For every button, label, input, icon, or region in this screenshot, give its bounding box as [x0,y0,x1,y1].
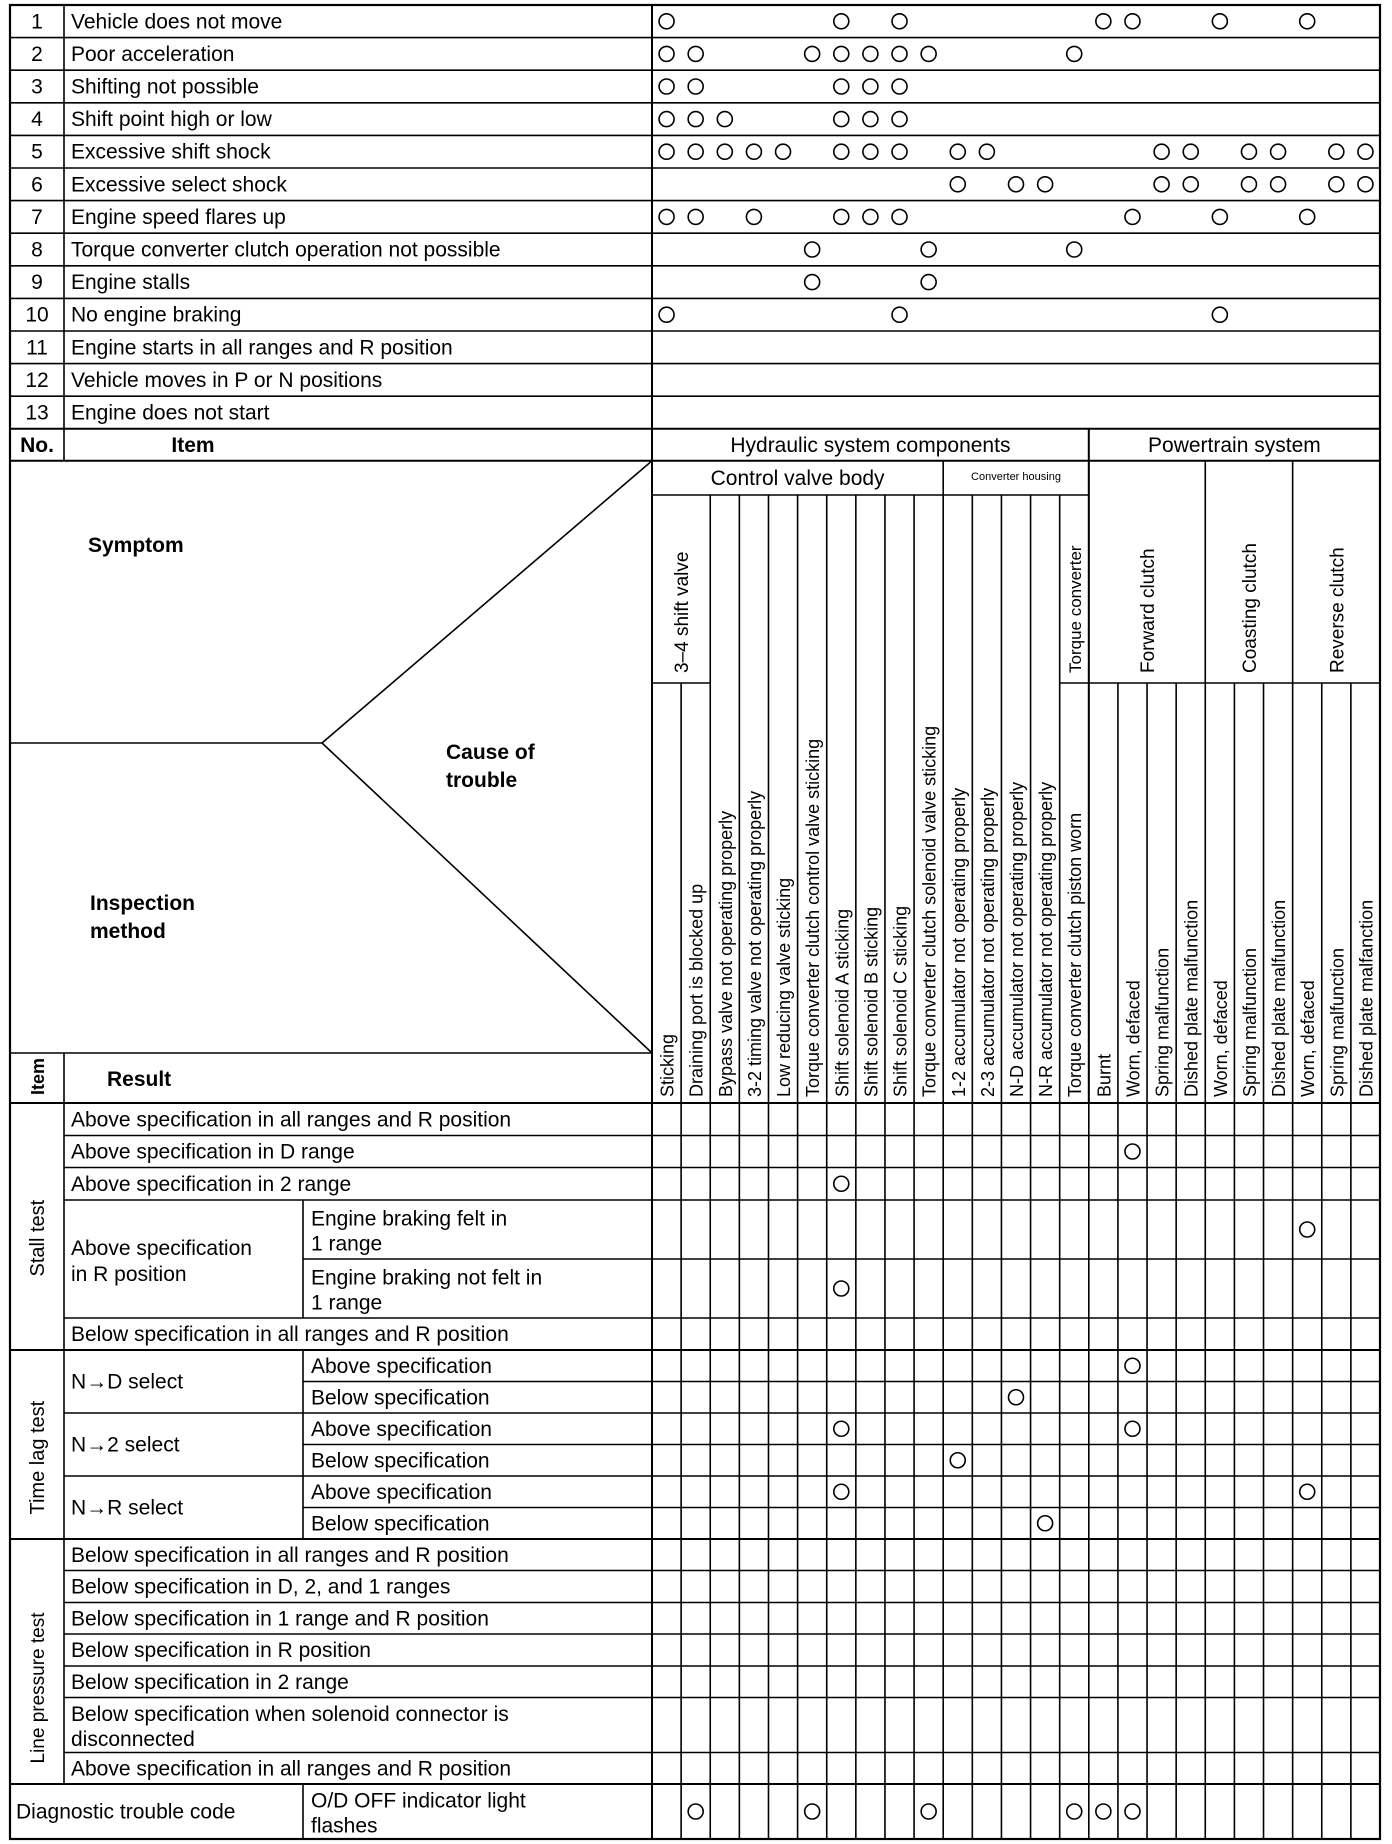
result-text: Above specification in all ranges and R position [71,1108,512,1132]
test-mark [1009,1390,1024,1405]
cause-label: Worn, defaced [1298,980,1319,1097]
symptom-mark [834,79,849,94]
dtc-mark [1067,1804,1082,1819]
symptom-mark [834,14,849,29]
symptom-mark [1212,209,1227,224]
label-cause-1: Cause of [446,741,535,764]
symptom-item: Vehicle moves in P or N positions [71,368,383,392]
symptom-item: Engine speed flares up [71,205,286,229]
symptom-mark [892,46,907,61]
symptom-mark [659,112,674,127]
symptom-mark [921,275,936,290]
symptom-item: Engine stalls [71,271,191,295]
test-mark [834,1281,849,1296]
symptom-mark [717,144,732,159]
symptom-mark [659,307,674,322]
symptom-mark [1067,46,1082,61]
header-no: No. [20,433,54,457]
select-group: N→2 select [71,1433,180,1457]
symptom-mark [834,209,849,224]
symptom-mark [1212,14,1227,29]
label-item-vertical: Item [28,1057,48,1095]
cause-label: Torque converter clutch control valve sticking [803,738,824,1097]
test-mark [1038,1516,1053,1531]
symptom-mark [659,14,674,29]
result-text: Below specification [311,1449,490,1473]
symptom-mark [659,79,674,94]
symptom-mark [1096,14,1111,29]
result-text-line1: Below specification when solenoid connector is [71,1703,509,1726]
symptom-mark [1271,177,1286,192]
symptom-mark [688,144,703,159]
cause-label: Shift solenoid C sticking [890,905,911,1097]
sub-converter-housing: Converter housing [971,470,1061,483]
test-mark [950,1453,965,1468]
symptom-item: Engine starts in all ranges and R position [71,336,453,360]
symptom-mark [834,144,849,159]
stall-group-line1: Above specification [71,1237,252,1260]
section-label-timelag: Time lag test [27,1400,49,1515]
result-text-line1: Engine braking not felt in [311,1266,543,1290]
cause-label: Dished plate malfunction [1181,899,1202,1097]
symptom-mark [1067,242,1082,257]
result-text-line2: disconnected [71,1728,195,1751]
cause-label: Shift solenoid A sticking [832,908,853,1097]
symptom-mark [979,144,994,159]
result-text: Below specification in D, 2, and 1 ranges [71,1575,451,1599]
result-text-line2: 1 range [311,1232,383,1256]
result-text: Above specification [311,1417,492,1441]
symptom-number: 12 [25,368,49,392]
symptom-mark [659,209,674,224]
sub-control-valve: Control valve body [710,466,885,490]
dtc-result-line2: flashes [311,1814,378,1838]
symptom-mark [834,46,849,61]
group-powertrain: Powertrain system [1148,433,1321,457]
symptom-mark [1241,144,1256,159]
symptom-number: 5 [31,140,43,164]
stall-group-line2: in R position [71,1263,187,1286]
cause-label: 3-2 timing valve not operating properly [744,790,765,1097]
select-group: N→D select [71,1370,184,1394]
diagonal-upper [322,461,652,743]
test-mark [834,1176,849,1191]
symptom-mark [921,242,936,257]
cause-label: Burnt [1094,1053,1115,1097]
dtc-mark [1096,1804,1111,1819]
test-mark [1300,1484,1315,1499]
cause-label: Worn, defaced [1123,980,1144,1097]
cause-label: Sticking [657,1033,678,1097]
cause-label: Worn, defaced [1210,980,1231,1097]
symptom-mark [1329,144,1344,159]
symptom-mark [863,209,878,224]
symptom-mark [1038,177,1053,192]
dtc-result-line1: O/D OFF indicator light [311,1789,526,1813]
symptom-mark [746,144,761,159]
test-mark [1125,1144,1140,1159]
symptom-mark [1358,177,1373,192]
symptom-mark [688,209,703,224]
symptom-mark [1329,177,1344,192]
dtc-mark [805,1804,820,1819]
symptom-mark [921,46,936,61]
result-text: Above specification [311,1354,492,1378]
cause-label: Draining port is blocked up [686,883,707,1097]
symptom-number: 8 [31,238,43,262]
symptom-mark [863,46,878,61]
symptom-mark [659,144,674,159]
result-text: Below specification in all ranges and R position [71,1323,509,1346]
symptom-number: 10 [25,303,49,327]
cause-label: Shift solenoid B sticking [861,906,882,1097]
symptom-number: 1 [31,10,43,34]
symptom-mark [1358,144,1373,159]
result-text-line2: 1 range [311,1291,383,1315]
symptom-number: 11 [26,336,48,360]
cause-label: Torque converter clutch piston worn [1065,812,1086,1097]
cause-label: Bypass valve not operating properly [715,810,736,1097]
symptom-number: 2 [31,42,43,66]
symptom-item: Engine does not start [71,401,270,425]
cause-label: Spring malfunction [1327,947,1348,1097]
test-mark [1125,1421,1140,1436]
symptom-mark [1154,177,1169,192]
component-group: Forward clutch [1138,548,1160,673]
symptom-mark [1241,177,1256,192]
cause-label: N-R accumulator not operating properly [1036,781,1057,1097]
symptom-number: 3 [31,75,43,99]
label-inspection-1: Inspection [90,892,196,915]
result-text: Below specification in 1 range and R position [71,1607,489,1631]
symptom-mark [776,144,791,159]
symptom-mark [1125,209,1140,224]
symptom-mark [863,79,878,94]
symptom-mark [863,144,878,159]
dtc-mark [1125,1804,1140,1819]
label-result: Result [107,1068,172,1091]
symptom-mark [834,112,849,127]
component-group: Torque converter [1066,545,1086,673]
result-text-line1: Engine braking felt in [311,1207,508,1231]
symptom-mark [892,144,907,159]
symptom-item: Excessive shift shock [71,140,271,164]
symptom-mark [1154,144,1169,159]
symptom-item: Poor acceleration [71,42,235,66]
symptom-number: 13 [25,401,49,425]
group-hydraulic: Hydraulic system components [730,433,1011,457]
symptom-item: Vehicle does not move [71,10,283,34]
cause-label: 2-3 accumulator not operating properly [977,787,998,1097]
label-symptom: Symptom [88,534,184,557]
section-label-line: Line pressure test [28,1612,49,1764]
section-label-stall: Stall test [27,1199,49,1277]
symptom-mark [1271,144,1286,159]
symptom-mark [950,144,965,159]
result-text: Below specification in all ranges and R position [71,1543,509,1567]
symptom-mark [717,112,732,127]
header-item: Item [171,433,215,457]
result-text: Above specification [311,1480,492,1504]
symptom-mark [688,79,703,94]
symptom-mark [1009,177,1024,192]
symptom-mark [659,46,674,61]
symptom-mark [805,46,820,61]
symptom-mark [746,209,761,224]
symptom-item: Torque converter clutch operation not possible [71,238,501,262]
cause-label: Dished plate malfunction [1269,899,1290,1097]
symptom-item: No engine braking [71,303,242,327]
symptom-mark [688,112,703,127]
cause-label: N-D accumulator not operating properly [1007,781,1027,1097]
symptom-item: Shift point high or low [71,108,272,132]
symptom-mark [1183,144,1198,159]
result-text: Above specification in 2 range [71,1172,352,1196]
test-mark [1300,1222,1315,1237]
symptom-mark [863,112,878,127]
result-text: Below specification [311,1512,490,1536]
dtc-mark [688,1804,703,1819]
cause-label: 1-2 accumulator not operating properly [948,787,969,1097]
symptom-mark [1212,307,1227,322]
result-text: Above specification in D range [71,1140,355,1164]
symptom-number: 7 [31,205,43,229]
symptom-mark [892,14,907,29]
component-group: 3–4 shift valve [672,551,694,673]
test-mark [834,1421,849,1436]
component-group: Coasting clutch [1239,543,1261,673]
test-mark [834,1484,849,1499]
symptom-item: Excessive select shock [71,173,287,197]
symptom-mark [688,46,703,61]
symptom-mark [892,209,907,224]
symptom-number: 9 [31,271,43,295]
test-mark [1125,1358,1140,1373]
symptom-mark [892,112,907,127]
cause-label: Spring malfunction [1239,947,1260,1097]
cause-label: Dished plate malfanction [1356,899,1377,1097]
label-cause-2: trouble [446,769,518,792]
symptom-mark [805,242,820,257]
symptom-mark [950,177,965,192]
dtc-label: Diagnostic trouble code [16,1800,236,1824]
symptom-mark [892,79,907,94]
dtc-mark [921,1804,936,1819]
symptom-mark [1300,14,1315,29]
symptom-mark [892,307,907,322]
symptom-mark [1183,177,1198,192]
select-group: N→R select [71,1496,184,1520]
symptom-mark [1125,14,1140,29]
result-text: Below specification [311,1386,490,1410]
cause-label: Low reducing valve sticking [774,877,795,1097]
label-inspection-2: method [90,920,166,943]
result-text: Below specification in R position [71,1639,371,1662]
result-text: Below specification in 2 range [71,1670,349,1694]
symptom-number: 6 [31,173,43,197]
cause-label: Torque converter clutch solenoid valve sticking [919,725,940,1097]
component-group: Reverse clutch [1327,547,1349,673]
cause-label: Spring malfunction [1152,947,1173,1097]
symptom-mark [805,275,820,290]
symptom-mark [1300,209,1315,224]
result-text: Above specification in all ranges and R position [71,1757,512,1781]
symptom-number: 4 [31,108,43,132]
symptom-item: Shifting not possible [71,75,259,99]
